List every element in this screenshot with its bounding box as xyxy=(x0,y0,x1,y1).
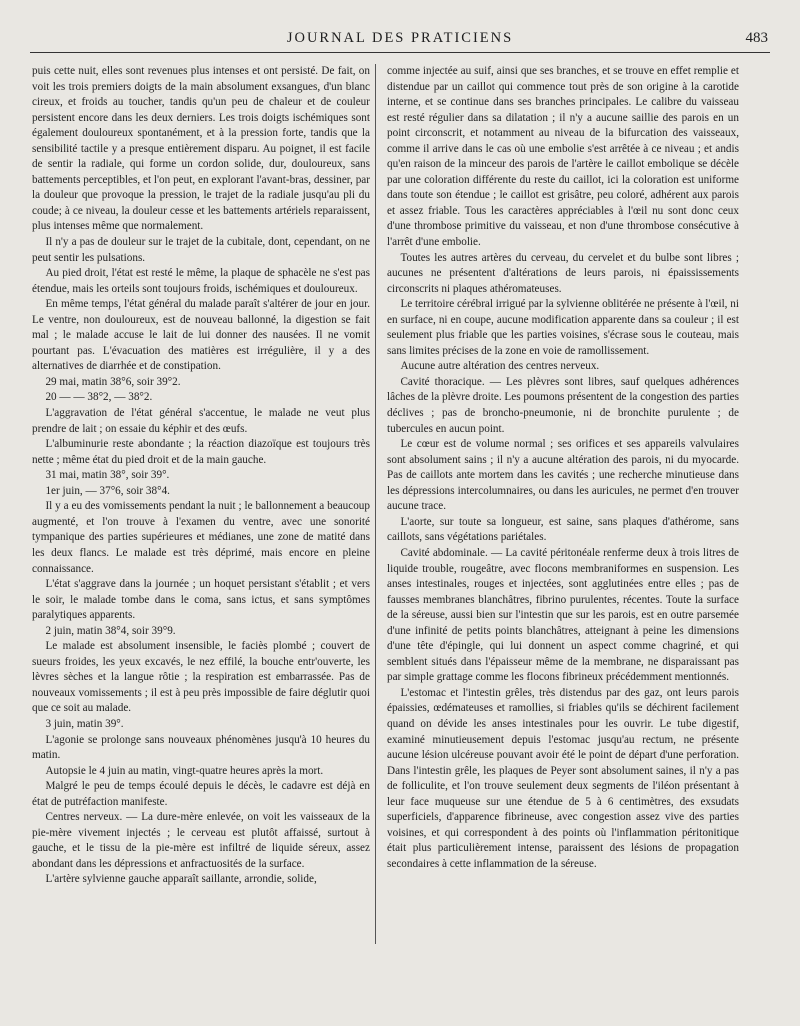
right-column xyxy=(387,64,739,872)
paragraph: Le malade est absolument insensible, le faciès plombé ; couvert de sueurs froides, les yeux excavés, le nez effilé, la bouche entr'ouverte, les lèvres sèches et la langue rôtie ; la respiration est embarrassée. Pas de nouveaux vomissements ; il est à peu près impossible de faire déglutir quoi que ce soit au malade. xyxy=(32,640,370,715)
paragraph: 3 juin, matin 39°. xyxy=(45,717,124,730)
page-number: 483 xyxy=(745,30,768,46)
paragraph: L'albuminurie reste abondante ; la réaction diazoïque est toujours très nette ; même état du pied droit et de la main gauche. xyxy=(32,438,370,466)
paragraph: 29 mai, matin 38°6, soir 39°2. xyxy=(45,375,181,388)
left-column xyxy=(32,64,370,888)
column-divider xyxy=(375,64,376,944)
paragraph: 31 mai, matin 38°, soir 39°. xyxy=(45,469,170,482)
paragraph: L'agonie se prolonge sans nouveaux phénomènes jusqu'à 10 heures du matin. xyxy=(32,733,370,762)
paragraph: Malgré le peu de temps écoulé depuis le décès, le cadavre est déjà en état de putréfaction manifeste. xyxy=(32,780,370,808)
paragraph: Toutes les autres artères du cerveau, du cervelet et du bulbe sont libres ; aucunes ne présentent d'altérations de leurs parois, ni épaississements circonscrits ni plaques athéromateuses. xyxy=(387,251,739,295)
paragraph: Centres nerveux. — La dure-mère enlevée, on voit les vaisseaux de la pie-mère vivement injectés ; le cerveau est plutôt affaissé, surtout à gauche, et le tissu de la pie-mère est infiltré de liquide séreux, assez abondant dans les dépressions et anfractuosités de la surface. xyxy=(32,811,370,870)
journal-title: JOURNAL DES PRATICIENS xyxy=(286,30,514,46)
paragraph: puis cette nuit, elles sont revenues plus intenses et ont persisté. De fait, on voit les trois premiers doigts de la main absolument exsangues, d'un blanc cireux, et froids au toucher, tandis qu'un peu de chaleur et de couleur persistent encore dans les deux derniers. Les trois doigts ischémiques sont également douloureux spontanément, et à la pression forte, tandis que la sensibilité tactile y a presque entièrement disparu. Au poignet, il est facile de sentir la radiale, qui forme un cordon solide, dur, douloureux, sans battements perceptibles, et l'on peut, en explorant l'avant-bras, dessiner, par la douleur que provoque la pression, le trajet de la radiale jusqu'au pli du coude; à ce niveau, la douleur cesse et les battements artériels reparaissent, plus intenses même que normalement. xyxy=(32,65,370,233)
paragraph: Cavité thoracique. — Les plèvres sont libres, sauf quelques adhérences lâches de la plèvre droite. Les poumons présentent de la congestion des parties déclives ; pas de broncho-pneumonie, ni de bronchite purulente ; de tubercules en aucun point. xyxy=(387,375,739,435)
paragraph: comme injectée au suif, ainsi que ses branches, et se trouve en effet remplie et distendue par un caillot qui commence tout près de son origine à la carotide interne, et se continue dans ses branches principales. Le calibre du vaisseau est resté régulier dans sa dilatation ; il n'y a aucune saillie des parois en un point circonscrit, et notamment au niveau de la bifurcation des vaisseaux, comme il arrive dans le cas où une embolie s'est arrêtée à ce niveau ; et andis qu'en raison de la minceur des parois de l'artère le caillot embolique se décèle par une coloration différente du reste du caillot, ici la coloration est uniforme dans toute son étendue ; le caillot est grisâtre, peu coloré, adhérent aux parois et assez friable. Tous les caractères appréciables à l'œil nu sont donc ceux d'une thrombose primitive du vaisseau, et non d'une thrombose consécutive à l'arrêt d'une embolie. xyxy=(387,65,739,249)
paragraph: En même temps, l'état général du malade paraît s'altérer de jour en jour. Le ventre, non douloureux, est de nouveau ballonné, la digestion se fait mal ; le malade accuse le lait de lui donner des nausées. Il ne vomit pourtant pas. L'évacuation des matières est irrégulière, il y a des alternatives de diarrhée et de constipation. xyxy=(32,298,370,373)
paragraph: L'estomac et l'intestin grêles, très distendus par des gaz, ont leurs parois épaissies, œdémateuses et ramollies, si friables qu'ils se déchirent facilement quand on dévide les anses intestinales pour les ouvrir. Le tube digestif, examiné minutieusement depuis l'estomac jusqu'au rectum, ne présente aucune lésion ulcéreuse pouvant avoir été le point de départ d'une perforation. Dans l'intestin grêle, les plaques de Peyer sont absolument saines, il n'y a pas de folliculite, et l'on trouve seulement deux segments de l'iléon présentant à leur face muqueuse sur une étendue de 5 à 6 centimètres, des exsudats superficiels, d'apparence fibrineuse, avec congestion assez vive des parties voisines, et qui correspondent à des points où l'inflammation péritonitique était plus particulièrement intense, paraissent des lésions de propagation secondaires à cette inflammation de la séreuse. xyxy=(387,686,739,870)
paragraph: Il n'y a pas de douleur sur le trajet de la cubitale, dont, cependant, on ne peut sentir les pulsations. xyxy=(32,236,370,264)
paragraph: Autopsie le 4 juin au matin, vingt-quatre heures après la mort. xyxy=(45,764,324,777)
paragraph: L'aggravation de l'état général s'accentue, le malade ne veut plus prendre de lait ; on essaie du képhir et des œufs. xyxy=(32,407,370,435)
paragraph: Le territoire cérébral irrigué par la sylvienne oblitérée ne présente à l'œil, ni en surface, ni en coupe, aucune modification apparente dans sa couleur ; il est seulement plus friable que les parties voisines, s'écrase sous le couteau, mais sans limites précises de la zone en voie de ramollissement. xyxy=(387,298,739,357)
paragraph: L'état s'aggrave dans la journée ; un hoquet persistant s'établit ; et vers le soir, le malade tombe dans le coma, sans ictus, et sans symptômes paralytiques apparents. xyxy=(32,578,370,622)
running-header xyxy=(30,28,770,53)
paragraph: Cavité abdominale. — La cavité péritonéale renferme deux à trois litres de liquide trouble, rougeâtre, avec flocons membraniformes en suspension. Les anses intestinales, rouges et injectées, sont agglutinées entre elles ; pas de fausses membranes blanchâtres, fibrino purulentes, récentes. Toute la surface de la séreuse, aussi bien sur l'intestin que sur les parois, est en outre parsemée d'une infinité de petits points blanchâtres, atteignant à peine les dimensions d'une tête d'épingle, qui lui donnent un aspect comme chagriné, et qui semblent situés dans l'épaisseur même de la membrane, ne disparaissant pas par simple grattage comme les flocons fibrineux précédemment mentionnés. xyxy=(387,546,739,684)
paragraph: L'artère sylvienne gauche apparaît saillante, arrondie, solide, xyxy=(45,873,317,886)
paragraph: 2 juin, matin 38°4, soir 39°9. xyxy=(45,624,176,637)
paragraph: Aucune autre altération des centres nerveux. xyxy=(400,360,600,373)
paragraph: Le cœur est de volume normal ; ses orifices et ses appareils valvulaires sont absolument sains ; il n'y a aucune altération des parois, ni du myocarde. Pas de caillots ante mortem dans les cavités ; une recherche minutieuse dans les dépressions intercolumnaires, ou dans les auricules, ne permet d'en trouver aucune trace. xyxy=(387,438,739,513)
paragraph: Au pied droit, l'état est resté le même, la plaque de sphacèle ne s'est pas étendue, mais les orteils sont toujours froids, ischémiques et douloureux. xyxy=(32,267,370,295)
paragraph: 1er juin, — 37°6, soir 38°4. xyxy=(45,484,170,497)
paragraph: Il y a eu des vomissements pendant la nuit ; le ballonnement a beaucoup augmenté, et l'on trouve à l'examen du ventre, avec une sonorité tympanique des parties supérieures et médianes, une zone de matité dans les deux flancs. Le malade est très déprimé, mais encore en pleine connaissance. xyxy=(32,500,370,575)
paragraph: L'aorte, sur toute sa longueur, est saine, sans plaques d'athérome, sans caillots, sans végétations pariétales. xyxy=(387,515,739,544)
paragraph: 20 — — 38°2, — 38°2. xyxy=(45,391,153,404)
